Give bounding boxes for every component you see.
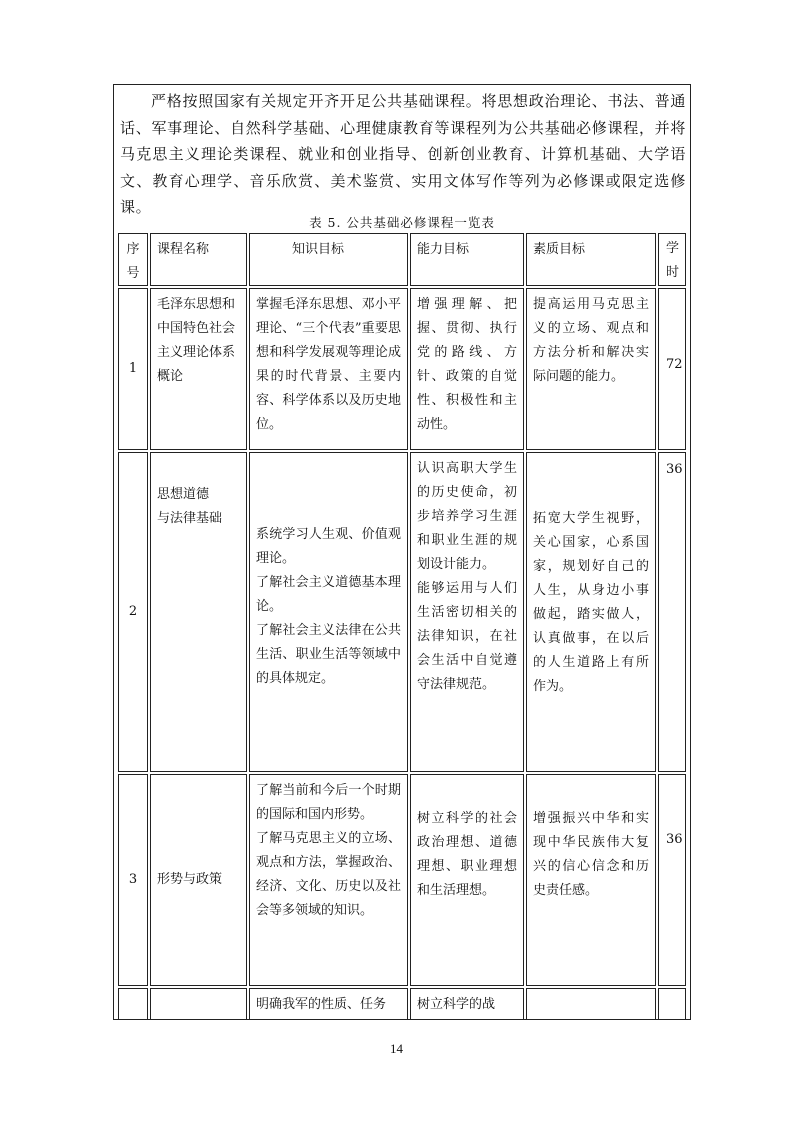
row4-knowledge: 明确我军的性质、任务 xyxy=(249,988,408,1020)
row3-knowledge-item: 了解当前和今后一个时期的国际和国内形势。 xyxy=(256,783,401,822)
row2-num: 2 xyxy=(118,452,148,772)
row4-ability: 树立科学的战 xyxy=(410,988,524,1020)
row2-knowledge-item: 了解社会主义法律在公共生活、职业生活等领域中的具体规定。 xyxy=(256,623,401,686)
row3-hours: 36 xyxy=(666,832,683,847)
row3-knowledge xyxy=(249,774,408,986)
row4-num xyxy=(118,988,148,1020)
row1-name: 毛泽东思想和中国特色社会主义理论体系概论 xyxy=(150,288,247,450)
row1-ability: 增强理解、把握、贯彻、执行党的路线、方针、政策的自觉性、积极性和主动性。 xyxy=(410,288,524,450)
row4-quality xyxy=(526,988,656,1020)
row1-knowledge: 掌握毛泽东思想、邓小平理论、“三个代表”重要思想和科学发展观等理论成果的时代背景、主要内容、科学体系以及历史地位。 xyxy=(249,288,408,450)
row1-hours: 72 xyxy=(666,357,683,372)
row3-knowledge-item: 了解马克思主义的立场、观点和方法，掌握政治、经济、文化、历史以及社会等多领域的知识。 xyxy=(256,831,401,918)
header-quality: 素质目标 xyxy=(526,233,656,286)
header-knowledge: 知识目标 xyxy=(249,233,408,286)
row1-quality: 提高运用马克思主义的立场、观点和方法分析和解决实际问题的能力。 xyxy=(526,288,656,450)
header-num: 序号 xyxy=(118,233,148,286)
row3-num: 3 xyxy=(118,774,148,986)
row4-hours xyxy=(658,988,686,1020)
row2-knowledge-item: 系统学习人生观、价值观理论。 xyxy=(256,527,401,566)
row3-name: 形势与政策 xyxy=(150,774,247,986)
row4-name xyxy=(150,988,247,1020)
row2-hours: 36 xyxy=(666,462,683,477)
header-ability: 能力目标 xyxy=(410,233,524,286)
row3-ability: 树立科学的社会政治理想、道德理想、职业理想和生活理想。 xyxy=(410,774,524,986)
page-number: 14 xyxy=(390,1041,403,1056)
table-caption: 表 5. 公共基础必修课程一览表 xyxy=(309,215,495,230)
row2-hours-cell xyxy=(658,452,686,772)
row2-ability-item: 能够运用与人们生活密切相关的法律知识，在社会生活中自觉遵守法律规范。 xyxy=(417,581,517,692)
row2-name-line: 思想道德 xyxy=(157,487,210,502)
row2-ability-item: 认识高职大学生的历史使命，初步培养学习生涯和职业生涯的规划设计能力。 xyxy=(417,461,517,572)
row2-name-line: 与法律基础 xyxy=(157,511,223,526)
row2-name xyxy=(150,452,247,772)
row3-hours-cell xyxy=(658,774,686,986)
header-hours-label: 学时 xyxy=(666,241,680,280)
row3-quality: 增强振兴中华和实现中华民族伟大复兴的信心信念和历史责任感。 xyxy=(526,774,656,986)
row1-num: 1 xyxy=(118,288,148,450)
intro-paragraph: 严格按照国家有关规定开齐开足公共基础课程。将思想政治理论、书法、普通话、军事理论、自然科学基础、心理健康教育等课程列为公共基础必修课程，并将马克思主义理论类课程、就业和创业指导、创新创业教育、计算机基础、大学语文、教育心理学、音乐欣赏、美术鉴赏、实用文体写作等列为必修课或限定选修课。 xyxy=(120,92,686,216)
row2-quality: 拓宽大学生视野，关心国家，心系国家，规划好自己的人生，从身边小事做起，踏实做人，认真做事，在以后的人生道路上有所作为。 xyxy=(526,452,656,772)
header-name: 课程名称 xyxy=(150,233,247,286)
row2-knowledge xyxy=(249,452,408,772)
row2-knowledge-item: 了解社会主义道德基本理论。 xyxy=(256,575,401,614)
row2-ability xyxy=(410,452,524,772)
